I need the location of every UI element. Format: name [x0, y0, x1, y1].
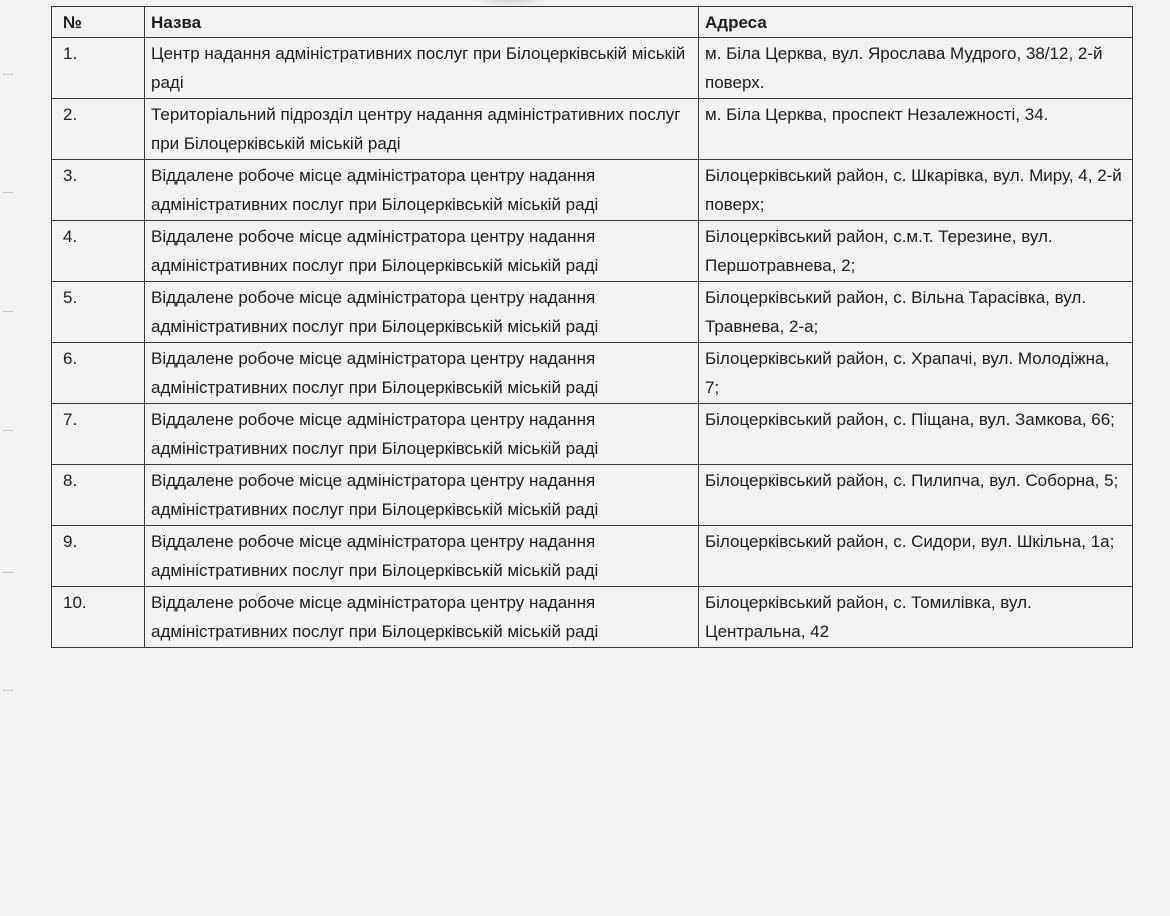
row-number: 7. — [52, 404, 145, 465]
row-address: Білоцерківський район, с. Вільна Тарасівка, вул. Травнева, 2-а; — [699, 282, 1133, 343]
row-name: Віддалене робоче місце адміністратора центру надання адміністративних послуг при Білоцерківській міській раді — [145, 404, 699, 465]
row-name: Віддалене робоче місце адміністратора центру надання адміністративних послуг при Білоцерківській міській раді — [145, 343, 699, 404]
row-number: 5. — [52, 282, 145, 343]
table-row — [52, 38, 1133, 99]
table-header-row — [52, 7, 1133, 38]
row-name: Територіальний підрозділ центру надання адміністративних послуг при Білоцерківській міській раді — [145, 99, 699, 160]
row-name: Центр надання адміністративних послуг при Білоцерківській міській раді — [145, 38, 699, 99]
row-number: 4. — [52, 221, 145, 282]
table-row — [52, 526, 1133, 587]
row-address: Білоцерківський район, с. Пилипча, вул. Соборна, 5; — [699, 465, 1133, 526]
row-number: 8. — [52, 465, 145, 526]
row-number: 10. — [52, 587, 145, 648]
table-row — [52, 160, 1133, 221]
row-name: Віддалене робоче місце адміністратора центру надання адміністративних послуг при Білоцерківській міській раді — [145, 221, 699, 282]
offices-table — [51, 6, 1133, 648]
table-row — [52, 282, 1133, 343]
row-address: Білоцерківський район, с. Храпачі, вул. Молодіжна, 7; — [699, 343, 1133, 404]
row-name: Віддалене робоче місце адміністратора центру надання адміністративних послуг при Білоцерківській міській раді — [145, 526, 699, 587]
row-number: 1. — [52, 38, 145, 99]
table-row — [52, 465, 1133, 526]
margin-dash — [3, 192, 13, 193]
table-row — [52, 343, 1133, 404]
row-number: 6. — [52, 343, 145, 404]
column-header-address: Адреса — [699, 7, 1133, 38]
margin-dash — [3, 74, 13, 75]
column-header-name: Назва — [145, 7, 699, 38]
row-address: Білоцерківський район, с. Томилівка, вул. Центральна, 42 — [699, 587, 1133, 648]
margin-dash — [3, 572, 13, 573]
row-address: Білоцерківський район, с.м.т. Терезине, вул. Першотравнева, 2; — [699, 221, 1133, 282]
row-name: Віддалене робоче місце адміністратора центру надання адміністративних послуг при Білоцерківській міській раді — [145, 160, 699, 221]
row-name: Віддалене робоче місце адміністратора центру надання адміністративних послуг при Білоцерківській міській раді — [145, 465, 699, 526]
row-number: 3. — [52, 160, 145, 221]
column-header-number: № — [52, 7, 145, 38]
table-row — [52, 587, 1133, 648]
row-address: Білоцерківський район, с. Сидори, вул. Шкільна, 1а; — [699, 526, 1133, 587]
row-address: м. Біла Церква, вул. Ярослава Мудрого, 38/12, 2-й поверх. — [699, 38, 1133, 99]
table-row — [52, 404, 1133, 465]
row-name: Віддалене робоче місце адміністратора центру надання адміністративних послуг при Білоцерківській міській раді — [145, 282, 699, 343]
row-address: Білоцерківський район, с. Піщана, вул. Замкова, 66; — [699, 404, 1133, 465]
margin-dash — [3, 311, 13, 312]
margin-dash — [3, 430, 13, 431]
row-address: м. Біла Церква, проспект Незалежності, 34. — [699, 99, 1133, 160]
table-row — [52, 99, 1133, 160]
table-row — [52, 221, 1133, 282]
row-address: Білоцерківський район, с. Шкарівка, вул. Миру, 4, 2-й поверх; — [699, 160, 1133, 221]
row-number: 2. — [52, 99, 145, 160]
row-number: 9. — [52, 526, 145, 587]
row-name: Віддалене робоче місце адміністратора центру надання адміністративних послуг при Білоцерківській міській раді — [145, 587, 699, 648]
margin-dash — [3, 690, 13, 691]
